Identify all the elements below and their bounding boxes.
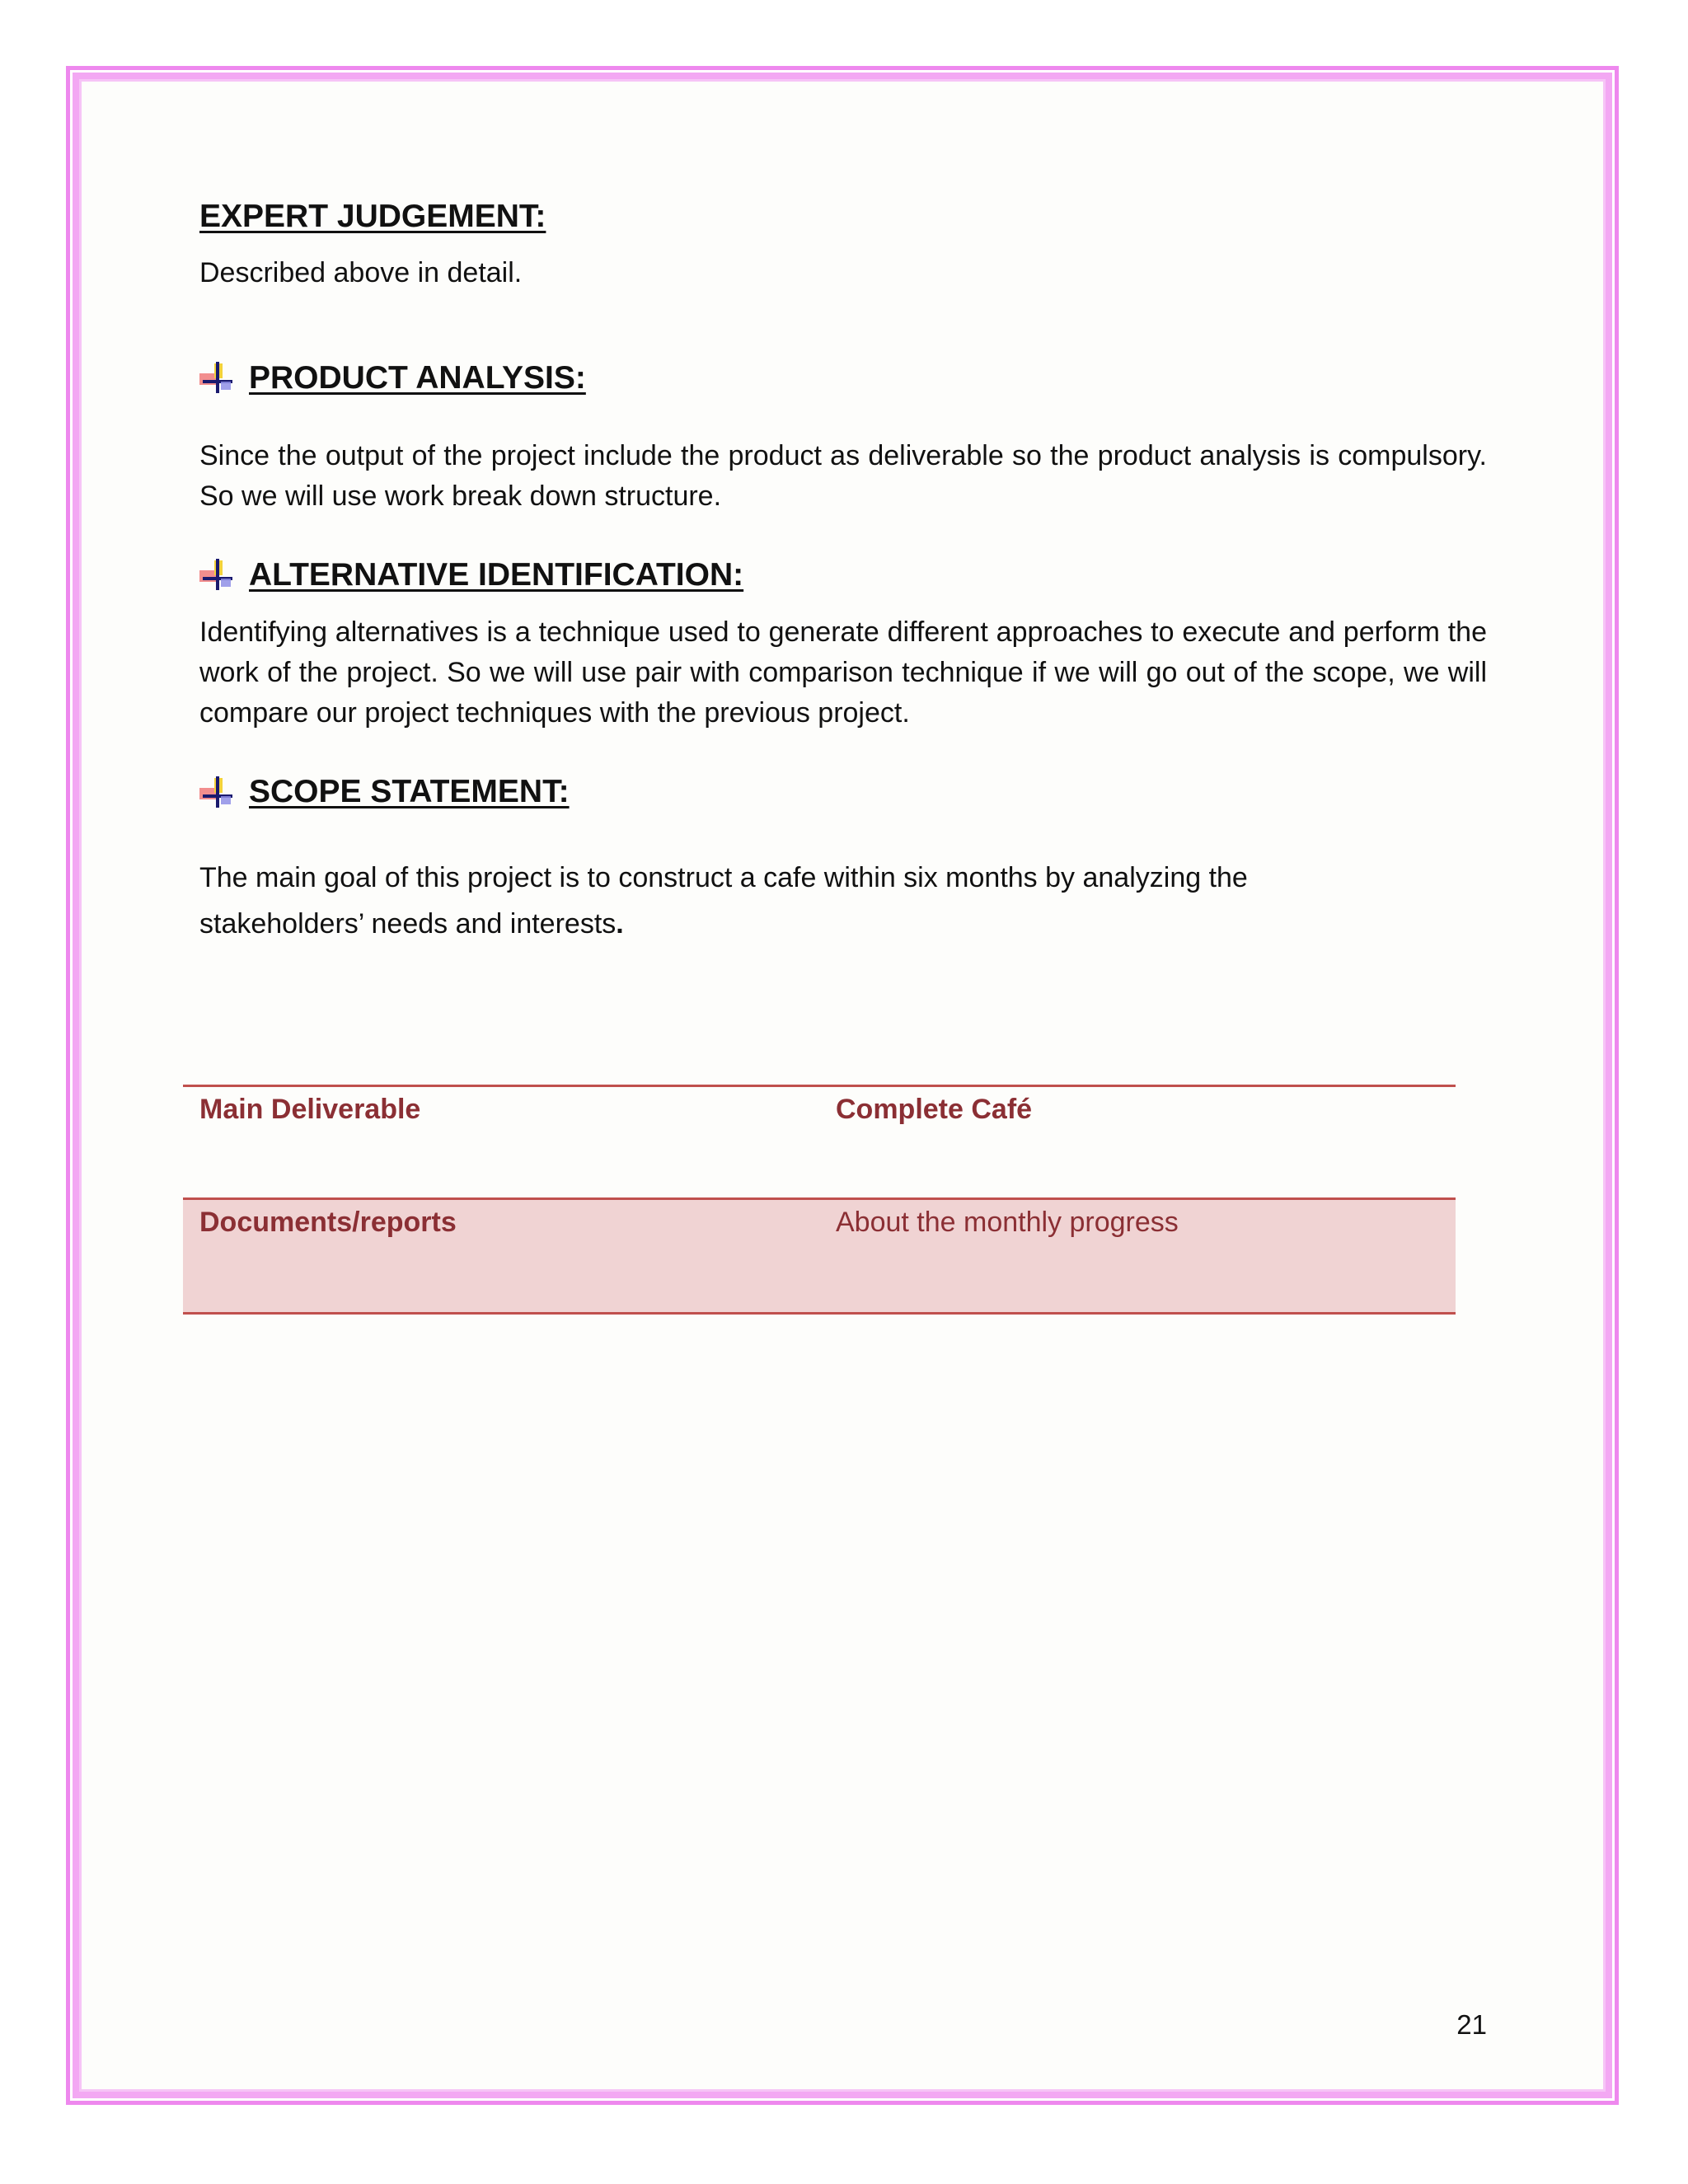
scope-statement-body xyxy=(199,855,1370,947)
product-analysis-body: Since the output of the project include the product as deliverable so the product analysis is compulsory. So we will use work break down structure. xyxy=(199,439,1487,512)
bullet-sparkle-icon xyxy=(199,776,232,809)
expert-judgement-section xyxy=(199,198,1487,293)
product-analysis-heading-row xyxy=(199,359,1487,398)
table-row xyxy=(183,1086,1456,1199)
deliverables-table xyxy=(183,1085,1456,1315)
page-content xyxy=(199,198,1487,947)
alternative-identification-heading-row xyxy=(199,556,1487,595)
table-row xyxy=(183,1199,1456,1314)
product-analysis-heading: PRODUCT ANALYSIS: xyxy=(249,359,586,396)
bullet-sparkle-icon xyxy=(199,559,232,592)
bullet-sparkle-icon xyxy=(199,362,232,395)
scope-statement-heading: SCOPE STATEMENT: xyxy=(249,774,570,810)
scope-statement-text: The main goal of this project is to construct a cafe within six months by analyzing the stakeholders’ needs and interests xyxy=(199,862,1248,940)
page-number: 21 xyxy=(1456,2009,1487,2040)
table-cell-label: Documents/reports xyxy=(183,1199,819,1314)
scope-statement-period: . xyxy=(616,908,624,940)
table-cell-value: About the monthly progress xyxy=(819,1199,1456,1314)
scope-statement-section xyxy=(199,773,1487,947)
alternative-identification-section xyxy=(199,556,1487,734)
scope-statement-heading-row xyxy=(199,773,1487,812)
product-analysis-section xyxy=(199,359,1487,517)
expert-judgement-body: Described above in detail. xyxy=(199,256,523,288)
alternative-identification-body: Identifying alternatives is a technique used to generate different approaches to execute and perform the work of the project. So we will use pair with comparison technique if we will go out of the scope, we will compare our project techniques with the previous project. xyxy=(199,616,1487,729)
table-cell-label: Main Deliverable xyxy=(183,1086,819,1199)
expert-judgement-heading: EXPERT JUDGEMENT: xyxy=(199,199,546,234)
table-cell-value: Complete Café xyxy=(819,1086,1456,1199)
alternative-identification-heading: ALTERNATIVE IDENTIFICATION: xyxy=(249,556,744,593)
